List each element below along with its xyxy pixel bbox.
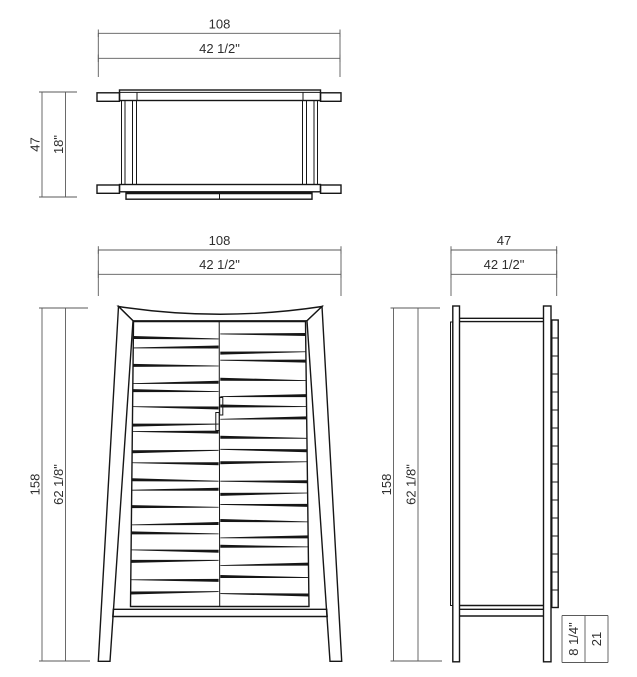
side-view-height-cm-label: 158 [379,473,394,496]
top-view-front-left-foot [97,185,120,193]
top-view-width-dimension [98,17,340,78]
top-view-depth-dimension [28,92,78,197]
top-view-width-cm-label: 108 [208,16,231,32]
top-view-object [97,90,341,199]
side-view-object [451,306,559,662]
front-view-right-leg [307,307,342,662]
front-view-width-dimension [98,233,341,296]
side-view-clearance-cm-label: 21 [589,631,604,647]
side-view-height-in-label: 62 1/8" [403,464,419,505]
top-view-front-right-foot [321,185,342,193]
top-view-depth-in-label: 18" [50,134,66,155]
top-view-back-left-foot [97,93,120,102]
side-view-height-dimension [379,308,442,661]
front-view-width-cm-label: 108 [208,233,231,248]
side-view-width-dimension [451,233,557,296]
front-view-left-leg [98,307,133,662]
side-view-width-in-label: 42 1/2" [483,257,525,272]
top-view [28,17,342,200]
front-view-top-slab [119,307,323,321]
top-view-width-in-label: 42 1/2" [199,40,240,56]
front-view [28,233,342,661]
front-view-left-door-handle [216,413,219,431]
front-view-height-dimension [28,308,91,661]
side-view-clearance-dimension [562,616,608,663]
side-view [379,233,608,663]
front-view-height-in-label: 62 1/8" [50,464,66,505]
front-view-object [98,307,341,662]
side-view-door-slat-ticks [552,338,558,590]
side-view-back-leg [453,306,460,662]
side-view-width-cm-label: 47 [496,233,512,248]
side-view-front-leg [544,306,552,662]
front-view-height-cm-label: 158 [27,473,43,496]
front-view-left-door-slats [131,336,219,594]
top-view-depth-cm-label: 47 [27,137,43,152]
side-view-clearance-in-label: 8 1/4" [566,622,581,656]
front-view-right-door-slats [220,333,308,596]
front-view-width-in-label: 42 1/2" [199,257,240,272]
top-view-back-right-foot [321,93,342,102]
front-view-bottom-rail [113,609,327,616]
